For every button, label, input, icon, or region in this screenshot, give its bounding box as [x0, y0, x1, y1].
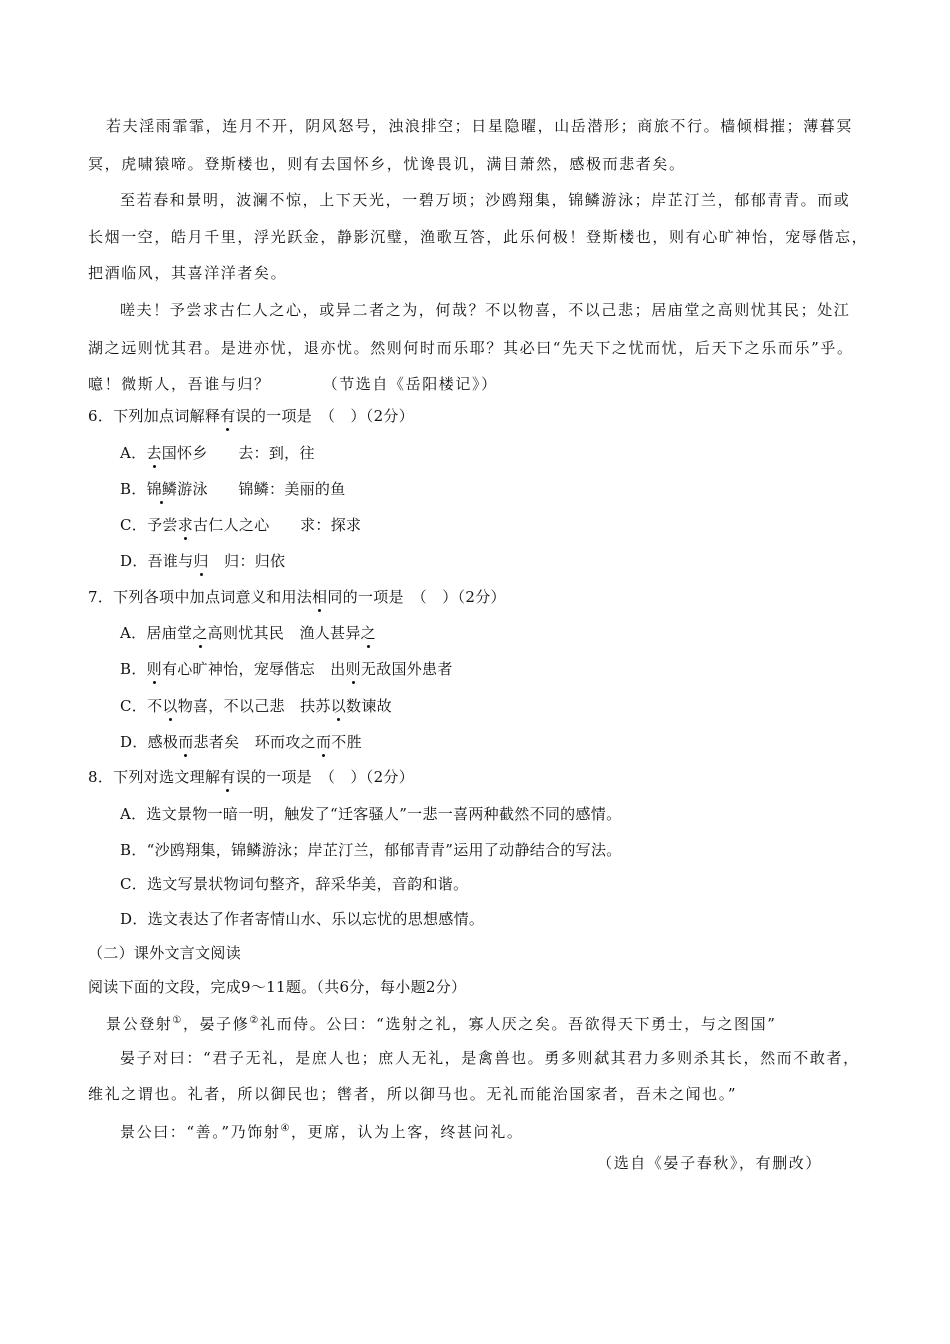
question-7-option-d: D．感极而悲者矣 环而攻之而不胜 [120, 733, 362, 751]
passage-line: 景公登射①，晏子修②礼而侍。公曰：“选射之礼，寡人厌之矣。吾欲得天下勇士，与之图国” [106, 1015, 777, 1033]
passage-line: 长烟一空，皓月千里，浮光跃金，静影沉璧，渔歌互答，此乐何极！登斯楼也，则有心旷神怡，宠辱偕忘， [88, 228, 869, 246]
question-6-option-a: A．去国怀乡 去：到，往 [120, 444, 315, 462]
passage-source: （节选自《岳阳楼记》） [322, 375, 498, 393]
question-8-option-a: A．选文景物一暗一明，触发了“迁客骚人”一悲一喜两种截然不同的感情。 [120, 805, 622, 823]
passage-line: 冥，虎啸猿啼。登斯楼也，则有去国怀乡，忧谗畏讥，满目萧然，感极而悲者矣。 [88, 155, 686, 173]
passage-line: 若夫淫雨霏霏，连月不开，阴风怒号，浊浪排空；日星隐曜，山岳潜形；商旅不行。樯倾楫摧；薄暮冥 [106, 117, 854, 135]
passage-source: （选自《晏子春秋》，有删改） [597, 1154, 822, 1172]
question-6-option-b: B．锦鳞游泳 锦鳞：美丽的鱼 [120, 480, 346, 498]
passage-line: 把酒临风，其喜洋洋者矣。 [88, 264, 288, 282]
question-7-option-c: C．不以物喜，不以己悲 扶苏以数谏故 [120, 697, 392, 715]
section-instruction: 阅读下面的文段，完成9～11题。（共6分，每小题2分） [88, 978, 467, 996]
passage-text: 噫！微斯人，吾谁与归？ [88, 375, 271, 393]
question-7-stem: 7．下列各项中加点词意义和用法相同的一项是 （ ）（2分） [88, 588, 506, 606]
passage-line: 晏子对曰：“君子无礼，是庶人也；庶人无礼，是禽兽也。勇多则弑其君力多则杀其长，然而不敢者， [120, 1049, 860, 1067]
passage-line: 湖之远则忧其君。是进亦忧，退亦忧。然则何时而乐耶？其必曰“先天下之忧而忧，后天下之乐而乐”乎。 [88, 339, 854, 357]
passage-line: 景公曰：“善。”乃饰射④，更席，认为上客，终甚问礼。 [120, 1123, 524, 1141]
question-6-stem: 6．下列加点词解释有误的一项是 （ ）（2分） [88, 407, 415, 425]
question-8-option-b: B．“沙鸥翔集，锦鳞游泳；岸芷汀兰，郁郁青青”运用了动静结合的写法。 [120, 841, 622, 859]
passage-line: 嗟夫！予尝求古仁人之心，或异二者之为，何哉？不以物喜，不以己悲；居庙堂之高则忧其民；处江 [120, 301, 851, 319]
passage-line: 至若春和景明，波澜不惊，上下天光，一碧万顷；沙鸥翔集，锦鳞游泳；岸芷汀兰，郁郁青青。而或 [120, 191, 851, 209]
question-7-option-a: A．居庙堂之高则忧其民 渔人甚异之 [120, 624, 376, 642]
question-6-option-c: C．予尝求古仁人之心 求：探求 [120, 516, 362, 534]
question-8-option-c: C．选文写景状物词句整齐，辞采华美，音韵和谐。 [120, 875, 469, 893]
passage-line [88, 374, 498, 394]
question-7-option-b: B．则有心旷神怡，宠辱偕忘 出则无敌国外患者 [120, 660, 453, 678]
question-8-option-d: D．选文表达了作者寄情山水、乐以忘忧的思想感情。 [120, 910, 485, 928]
question-8-stem: 8．下列对选文理解有误的一项是 （ ）（2分） [88, 768, 415, 786]
question-6-option-d: D．吾谁与归 归：归依 [120, 552, 286, 570]
passage-line: 维礼之谓也。礼者，所以御民也；辔者，所以御马也。无礼而能治国家者，吾未之闻也。” [88, 1085, 738, 1103]
section-heading: （二）课外文言文阅读 [88, 944, 242, 962]
